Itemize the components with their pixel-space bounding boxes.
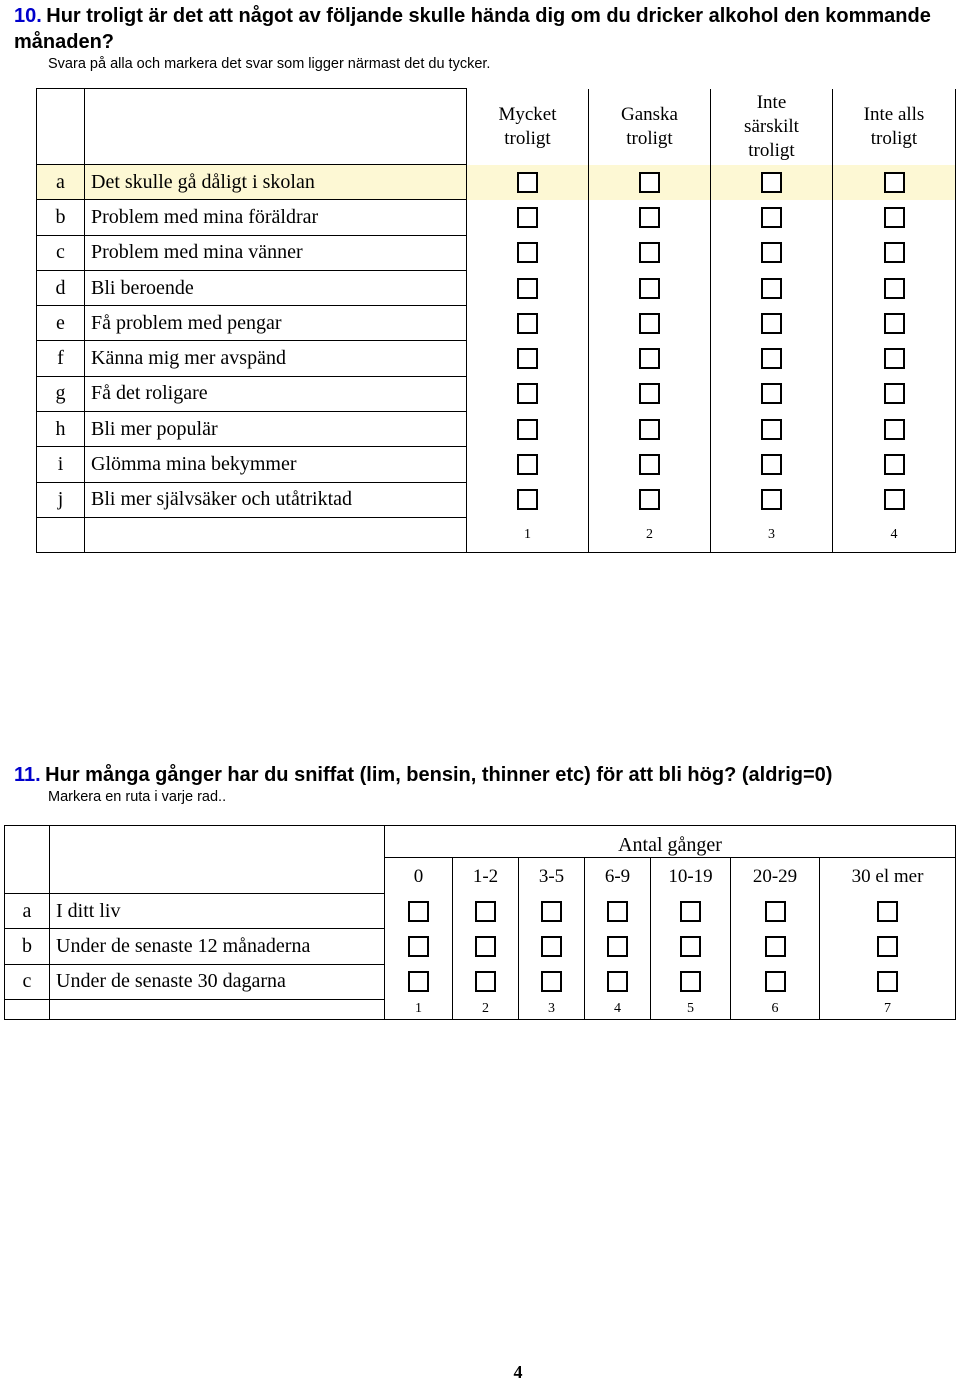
question-instruction: Svara på alla och markera det svar som ligger närmast det du tycker. bbox=[48, 56, 491, 72]
checkbox[interactable] bbox=[517, 489, 538, 510]
checkbox[interactable] bbox=[639, 313, 660, 334]
answer-cell bbox=[711, 270, 833, 305]
table-row bbox=[37, 341, 956, 376]
answer-cell bbox=[467, 306, 589, 341]
checkbox[interactable] bbox=[639, 242, 660, 263]
empty-cell bbox=[5, 999, 50, 1019]
checkbox[interactable] bbox=[517, 207, 538, 228]
checkbox[interactable] bbox=[884, 489, 905, 510]
checkbox[interactable] bbox=[761, 348, 782, 369]
table-row bbox=[37, 482, 956, 517]
checkbox[interactable] bbox=[877, 936, 898, 957]
column-header: 3-5 bbox=[519, 858, 585, 894]
item-text: Problem med mina vänner bbox=[85, 235, 467, 270]
column-code: 2 bbox=[589, 517, 711, 552]
item-text: I ditt liv bbox=[50, 894, 385, 929]
item-text: Känna mig mer avspänd bbox=[85, 341, 467, 376]
item-letter: i bbox=[37, 447, 85, 482]
column-code: 1 bbox=[467, 517, 589, 552]
checkbox[interactable] bbox=[639, 383, 660, 404]
checkbox[interactable] bbox=[761, 454, 782, 475]
table-row bbox=[37, 306, 956, 341]
column-code: 3 bbox=[711, 517, 833, 552]
answer-cell bbox=[651, 964, 731, 999]
answer-cell bbox=[585, 929, 651, 964]
item-letter: g bbox=[37, 376, 85, 411]
page-number: 4 bbox=[513, 1362, 523, 1382]
answer-cell bbox=[833, 306, 956, 341]
checkbox[interactable] bbox=[877, 971, 898, 992]
empty-cell bbox=[37, 89, 85, 165]
answer-cell bbox=[467, 376, 589, 411]
item-letter: d bbox=[37, 270, 85, 305]
answer-cell bbox=[585, 964, 651, 999]
column-header: 10-19 bbox=[651, 858, 731, 894]
answer-cell bbox=[467, 200, 589, 235]
item-letter: e bbox=[37, 306, 85, 341]
answer-cell bbox=[651, 929, 731, 964]
column-header: Inte särskilt troligt bbox=[711, 89, 833, 165]
column-header: Mycket troligt bbox=[467, 89, 589, 165]
item-letter: c bbox=[37, 235, 85, 270]
question-number: 10. bbox=[14, 5, 42, 27]
answer-cell bbox=[519, 929, 585, 964]
code-row bbox=[5, 999, 956, 1019]
item-letter: a bbox=[5, 894, 50, 929]
checkbox[interactable] bbox=[680, 901, 701, 922]
answer-cell bbox=[467, 412, 589, 447]
group-header: Antal gånger bbox=[385, 826, 956, 858]
item-letter: c bbox=[5, 964, 50, 999]
answer-cell bbox=[467, 447, 589, 482]
item-letter: b bbox=[5, 929, 50, 964]
column-code: 7 bbox=[820, 999, 956, 1019]
item-text: Under de senaste 30 dagarna bbox=[50, 964, 385, 999]
table-row bbox=[37, 447, 956, 482]
checkbox[interactable] bbox=[541, 971, 562, 992]
item-text: Bli beroende bbox=[85, 270, 467, 305]
answer-cell bbox=[833, 482, 956, 517]
empty-cell bbox=[50, 826, 385, 894]
checkbox[interactable] bbox=[680, 936, 701, 957]
checkbox[interactable] bbox=[475, 901, 496, 922]
checkbox[interactable] bbox=[761, 489, 782, 510]
table-row bbox=[37, 270, 956, 305]
item-letter: b bbox=[37, 200, 85, 235]
answer-cell bbox=[589, 306, 711, 341]
item-text: Få problem med pengar bbox=[85, 306, 467, 341]
column-header: 30 el mer bbox=[820, 858, 956, 894]
checkbox[interactable] bbox=[639, 489, 660, 510]
question-number: 11. bbox=[14, 764, 41, 786]
answer-cell bbox=[467, 270, 589, 305]
column-code: 4 bbox=[585, 999, 651, 1019]
answer-cell bbox=[589, 341, 711, 376]
checkbox[interactable] bbox=[607, 936, 628, 957]
checkbox[interactable] bbox=[884, 207, 905, 228]
answer-cell bbox=[711, 306, 833, 341]
checkbox[interactable] bbox=[517, 278, 538, 299]
checkbox[interactable] bbox=[517, 383, 538, 404]
item-text: Glömma mina bekymmer bbox=[85, 447, 467, 482]
answer-cell bbox=[711, 376, 833, 411]
checkbox[interactable] bbox=[408, 901, 429, 922]
answer-cell bbox=[711, 341, 833, 376]
group-header-row bbox=[5, 826, 956, 858]
item-letter: a bbox=[37, 165, 85, 200]
answer-cell bbox=[820, 929, 956, 964]
answer-cell bbox=[711, 235, 833, 270]
table-row bbox=[37, 376, 956, 411]
checkbox[interactable] bbox=[765, 936, 786, 957]
answer-cell bbox=[711, 200, 833, 235]
checkbox[interactable] bbox=[884, 419, 905, 440]
answer-cell bbox=[589, 165, 711, 200]
item-letter: f bbox=[37, 341, 85, 376]
column-header: 0 bbox=[385, 858, 453, 894]
checkbox[interactable] bbox=[607, 901, 628, 922]
answer-cell bbox=[731, 929, 820, 964]
answer-cell bbox=[453, 929, 519, 964]
column-header: Inte alls troligt bbox=[833, 89, 956, 165]
checkbox[interactable] bbox=[761, 313, 782, 334]
column-header: Ganska troligt bbox=[589, 89, 711, 165]
answer-cell bbox=[589, 376, 711, 411]
answer-cell bbox=[833, 341, 956, 376]
checkbox[interactable] bbox=[680, 971, 701, 992]
checkbox[interactable] bbox=[541, 901, 562, 922]
table-row bbox=[5, 964, 956, 999]
checkbox[interactable] bbox=[877, 901, 898, 922]
checkbox[interactable] bbox=[765, 971, 786, 992]
checkbox[interactable] bbox=[639, 419, 660, 440]
answer-cell bbox=[385, 964, 453, 999]
checkbox[interactable] bbox=[517, 242, 538, 263]
column-header: 6-9 bbox=[585, 858, 651, 894]
answer-cell bbox=[589, 270, 711, 305]
checkbox[interactable] bbox=[517, 172, 538, 193]
empty-cell bbox=[85, 89, 467, 165]
answer-cell bbox=[833, 235, 956, 270]
table-row bbox=[37, 200, 956, 235]
answer-cell bbox=[589, 447, 711, 482]
item-text: Under de senaste 12 månaderna bbox=[50, 929, 385, 964]
table-row bbox=[5, 894, 956, 929]
question-11-header bbox=[14, 763, 950, 805]
column-code: 4 bbox=[833, 517, 956, 552]
answer-cell bbox=[589, 200, 711, 235]
column-code: 5 bbox=[651, 999, 731, 1019]
checkbox[interactable] bbox=[761, 242, 782, 263]
column-code: 2 bbox=[453, 999, 519, 1019]
table-row bbox=[37, 235, 956, 270]
checkbox[interactable] bbox=[475, 971, 496, 992]
column-code: 6 bbox=[731, 999, 820, 1019]
checkbox[interactable] bbox=[607, 971, 628, 992]
item-text: Bli mer självsäker och utåtriktad bbox=[85, 482, 467, 517]
checkbox[interactable] bbox=[517, 348, 538, 369]
answer-cell bbox=[820, 964, 956, 999]
checkbox[interactable] bbox=[761, 172, 782, 193]
question-11-table bbox=[4, 825, 956, 1020]
checkbox[interactable] bbox=[761, 207, 782, 228]
answer-cell bbox=[711, 412, 833, 447]
checkbox[interactable] bbox=[517, 313, 538, 334]
table-row bbox=[37, 165, 956, 200]
checkbox[interactable] bbox=[761, 419, 782, 440]
checkbox[interactable] bbox=[884, 383, 905, 404]
checkbox[interactable] bbox=[517, 454, 538, 475]
question-title: Hur troligt är det att något av följande skulle hända dig om du dricker alkohol den kommande månaden? bbox=[14, 5, 931, 53]
item-text: Det skulle gå dåligt i skolan bbox=[85, 165, 467, 200]
checkbox[interactable] bbox=[884, 348, 905, 369]
header-row bbox=[37, 89, 956, 165]
answer-cell bbox=[519, 894, 585, 929]
checkbox[interactable] bbox=[408, 971, 429, 992]
answer-cell bbox=[711, 447, 833, 482]
answer-cell bbox=[711, 165, 833, 200]
empty-cell bbox=[37, 517, 85, 552]
checkbox[interactable] bbox=[765, 901, 786, 922]
answer-cell bbox=[385, 929, 453, 964]
item-letter: h bbox=[37, 412, 85, 447]
question-instruction: Markera en ruta i varje rad.. bbox=[48, 789, 227, 805]
answer-cell bbox=[385, 894, 453, 929]
item-letter: j bbox=[37, 482, 85, 517]
answer-cell bbox=[711, 482, 833, 517]
answer-cell bbox=[833, 376, 956, 411]
checkbox[interactable] bbox=[639, 172, 660, 193]
checkbox[interactable] bbox=[884, 172, 905, 193]
checkbox[interactable] bbox=[761, 278, 782, 299]
code-row bbox=[37, 517, 956, 552]
answer-cell bbox=[589, 235, 711, 270]
item-text: Problem med mina föräldrar bbox=[85, 200, 467, 235]
answer-cell bbox=[467, 235, 589, 270]
answer-cell bbox=[731, 964, 820, 999]
item-text: Få det roligare bbox=[85, 376, 467, 411]
checkbox[interactable] bbox=[475, 936, 496, 957]
checkbox[interactable] bbox=[884, 454, 905, 475]
answer-cell bbox=[833, 200, 956, 235]
checkbox[interactable] bbox=[517, 419, 538, 440]
question-10-header bbox=[14, 4, 950, 72]
item-text: Bli mer populär bbox=[85, 412, 467, 447]
checkbox[interactable] bbox=[884, 313, 905, 334]
checkbox[interactable] bbox=[884, 278, 905, 299]
answer-cell bbox=[589, 482, 711, 517]
empty-cell bbox=[5, 826, 50, 894]
checkbox[interactable] bbox=[639, 348, 660, 369]
answer-cell bbox=[467, 482, 589, 517]
question-10-table bbox=[36, 88, 956, 553]
answer-cell bbox=[589, 412, 711, 447]
empty-cell bbox=[50, 999, 385, 1019]
checkbox[interactable] bbox=[408, 936, 429, 957]
table-row bbox=[5, 929, 956, 964]
answer-cell bbox=[453, 964, 519, 999]
empty-cell bbox=[85, 517, 467, 552]
column-code: 3 bbox=[519, 999, 585, 1019]
answer-cell bbox=[467, 341, 589, 376]
column-code: 1 bbox=[385, 999, 453, 1019]
checkbox[interactable] bbox=[639, 278, 660, 299]
question-title: Hur många gånger har du sniffat (lim, bensin, thinner etc) för att bli hög? (aldrig=0) bbox=[45, 764, 833, 786]
answer-cell bbox=[585, 894, 651, 929]
answer-cell bbox=[731, 894, 820, 929]
answer-cell bbox=[833, 165, 956, 200]
checkbox[interactable] bbox=[884, 242, 905, 263]
answer-cell bbox=[453, 894, 519, 929]
table-row bbox=[37, 412, 956, 447]
answer-cell bbox=[519, 964, 585, 999]
column-header: 20-29 bbox=[731, 858, 820, 894]
answer-cell bbox=[833, 412, 956, 447]
answer-cell bbox=[833, 270, 956, 305]
checkbox[interactable] bbox=[639, 454, 660, 475]
checkbox[interactable] bbox=[541, 936, 562, 957]
column-header: 1-2 bbox=[453, 858, 519, 894]
checkbox[interactable] bbox=[639, 207, 660, 228]
checkbox[interactable] bbox=[761, 383, 782, 404]
answer-cell bbox=[467, 165, 589, 200]
answer-cell bbox=[820, 894, 956, 929]
answer-cell bbox=[833, 447, 956, 482]
answer-cell bbox=[651, 894, 731, 929]
